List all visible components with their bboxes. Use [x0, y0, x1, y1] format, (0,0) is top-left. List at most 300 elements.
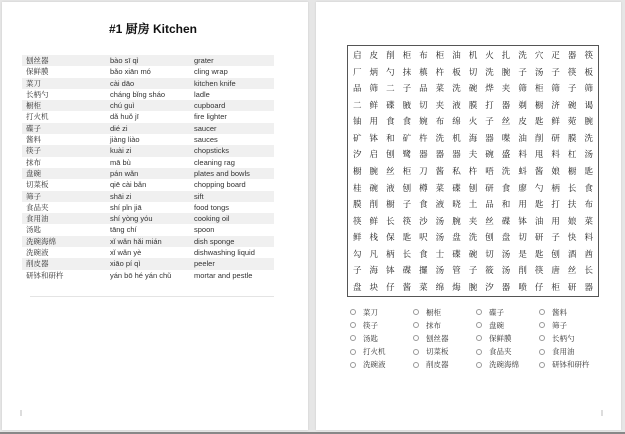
- grid-cell[interactable]: 布: [419, 51, 428, 62]
- grid-cell[interactable]: 油: [518, 133, 527, 144]
- grid-cell[interactable]: 布: [584, 200, 593, 211]
- checkbox-circle-icon[interactable]: [350, 322, 356, 328]
- grid-cell[interactable]: 子: [551, 233, 560, 244]
- grid-cell[interactable]: 沙: [419, 216, 428, 227]
- word-label: 刨丝器: [426, 333, 449, 343]
- grid-cell[interactable]: 柜: [402, 166, 412, 177]
- grid-cell[interactable]: 菜: [435, 183, 445, 194]
- english-cell: ladle: [190, 89, 274, 100]
- grid-cell[interactable]: 刨: [402, 183, 412, 194]
- grid-cell[interactable]: 腕: [468, 282, 478, 293]
- grid-cell[interactable]: 管: [452, 266, 461, 277]
- grid-cell[interactable]: 绵: [452, 117, 461, 128]
- grid-cell[interactable]: 子: [485, 117, 494, 128]
- checkbox-circle-icon[interactable]: [539, 362, 545, 368]
- grid-cell[interactable]: 切: [468, 67, 478, 78]
- grid-cell[interactable]: 谒: [584, 100, 593, 111]
- grid-cell[interactable]: 碗: [567, 100, 577, 111]
- table-row: [22, 213, 274, 224]
- grid-cell[interactable]: 子: [551, 67, 560, 78]
- grid-cell[interactable]: 甩: [534, 150, 544, 161]
- grid-cell[interactable]: 筛: [551, 84, 560, 95]
- grid-cell[interactable]: 汤: [534, 67, 544, 78]
- grid-cell[interactable]: 筷: [402, 216, 412, 227]
- word-label: 碟子: [489, 307, 504, 317]
- grid-cell[interactable]: 筱: [485, 266, 494, 277]
- grid-cell[interactable]: 火: [485, 51, 494, 62]
- table-row: [22, 270, 274, 292]
- word-list-item: [413, 319, 476, 331]
- grid-cell[interactable]: 削: [534, 133, 544, 144]
- word-list: [350, 306, 605, 371]
- grid-cell[interactable]: 长: [386, 216, 395, 227]
- grid-cell[interactable]: 钵: [369, 133, 379, 144]
- grid-cell[interactable]: 器: [452, 150, 461, 161]
- grid-cell[interactable]: 菀: [567, 117, 577, 128]
- grid-cell[interactable]: 用: [369, 117, 379, 128]
- checkbox-circle-icon[interactable]: [350, 362, 356, 368]
- checkbox-circle-icon[interactable]: [476, 362, 482, 368]
- grid-cell[interactable]: 酋: [584, 249, 593, 260]
- hanzi-cell: 抹布: [22, 157, 106, 168]
- pinyin-cell: xiāo pí qì: [106, 258, 190, 269]
- grid-cell[interactable]: 筛: [584, 84, 593, 95]
- grid-cell[interactable]: 削: [386, 51, 395, 62]
- grid-cell[interactable]: 晓: [452, 200, 461, 211]
- grid-cell[interactable]: 洗: [501, 166, 511, 177]
- grid-cell[interactable]: 汤: [435, 216, 445, 227]
- grid-cell[interactable]: 器: [567, 51, 577, 62]
- grid-cell[interactable]: 碗: [468, 84, 478, 95]
- grid-cell[interactable]: 鹭: [402, 150, 412, 161]
- grid-cell[interactable]: 炳: [369, 67, 379, 78]
- grid-cell[interactable]: 槙: [419, 67, 428, 78]
- checkbox-circle-icon[interactable]: [350, 309, 356, 315]
- grid-cell[interactable]: 器: [584, 282, 593, 293]
- hanzi-cell: 筷子: [22, 145, 106, 156]
- checkbox-circle-icon[interactable]: [539, 335, 545, 341]
- grid-cell[interactable]: 抹: [402, 67, 412, 78]
- grid-cell[interactable]: 樽: [419, 183, 428, 194]
- checkbox-circle-icon[interactable]: [539, 322, 545, 328]
- english-cell: cooking oil: [190, 213, 274, 224]
- grid-cell[interactable]: 研: [485, 183, 494, 194]
- grid-cell[interactable]: 筷: [353, 216, 362, 227]
- word-label: 橱柜: [426, 307, 441, 317]
- grid-cell[interactable]: 匙: [534, 249, 544, 260]
- grid-cell[interactable]: 汤: [435, 266, 445, 277]
- hanzi-cell: 食用油: [22, 213, 106, 224]
- word-list-item: [476, 319, 539, 331]
- grid-cell[interactable]: 勺: [534, 183, 544, 194]
- checkbox-circle-icon[interactable]: [350, 349, 356, 355]
- word-label: 食品夹: [489, 347, 512, 357]
- grid-cell[interactable]: 食: [402, 117, 412, 128]
- grid-cell[interactable]: 土: [468, 200, 478, 211]
- grid-cell[interactable]: 削: [518, 266, 527, 277]
- grid-cell[interactable]: 士: [435, 249, 445, 260]
- grid-cell[interactable]: 菜: [435, 84, 445, 95]
- grid-cell[interactable]: 品: [485, 200, 494, 211]
- grid-cell[interactable]: 碟: [452, 249, 461, 260]
- grid-cell[interactable]: 洗: [584, 133, 593, 144]
- grid-cell[interactable]: 子: [468, 266, 478, 277]
- grid-cell[interactable]: 丝: [485, 216, 494, 227]
- hanzi-cell: 打火机: [22, 111, 106, 122]
- grid-cell[interactable]: 碗: [369, 183, 379, 194]
- table-row: [22, 55, 274, 66]
- grid-cell[interactable]: 勾: [353, 249, 362, 260]
- hanzi-cell: 汤匙: [22, 224, 106, 235]
- pinyin-cell: qiē cài bǎn: [106, 179, 190, 190]
- grid-cell[interactable]: 菜: [584, 216, 593, 227]
- grid-cell[interactable]: 柜: [551, 282, 560, 293]
- word-label: 筷子: [363, 320, 378, 330]
- english-cell: dish sponge: [190, 236, 274, 247]
- grid-cell[interactable]: 筛: [369, 84, 379, 95]
- grid-cell[interactable]: 膜: [353, 200, 362, 211]
- grid-cell[interactable]: 匙: [534, 200, 544, 211]
- pinyin-cell: shí yòng yóu: [106, 213, 190, 224]
- grid-cell[interactable]: 子: [518, 67, 527, 78]
- grid-cell[interactable]: 洗: [435, 133, 445, 144]
- grid-cell[interactable]: 勺: [386, 67, 395, 78]
- word-list-item: [476, 346, 539, 358]
- grid-cell[interactable]: 研: [534, 233, 544, 244]
- grid-cell[interactable]: 布: [435, 117, 445, 128]
- grid-cell[interactable]: 筷: [584, 51, 593, 62]
- hanzi-cell: 碟子: [22, 123, 106, 134]
- grid-cell[interactable]: 机: [452, 133, 461, 144]
- grid-cell[interactable]: 栈: [369, 233, 379, 244]
- grid-cell[interactable]: 海: [468, 133, 478, 144]
- pinyin-cell: kuài zi: [106, 145, 190, 156]
- grid-cell[interactable]: 汤: [584, 150, 593, 161]
- grid-cell[interactable]: 橱: [567, 166, 577, 177]
- grid-cell[interactable]: 扎: [501, 51, 511, 62]
- grid-cell[interactable]: 扶: [567, 200, 577, 211]
- grid-cell[interactable]: 夹: [468, 216, 478, 227]
- grid-cell[interactable]: 绵: [435, 282, 445, 293]
- grid-cell[interactable]: 料: [551, 150, 560, 161]
- grid-cell[interactable]: 打: [551, 200, 560, 211]
- grid-cell[interactable]: 穴: [534, 51, 544, 62]
- table-row: [22, 202, 274, 213]
- grid-cell[interactable]: 娘: [567, 216, 577, 227]
- grid-cell[interactable]: 钵: [386, 266, 395, 277]
- grid-cell[interactable]: 盘: [353, 282, 362, 293]
- grid-cell[interactable]: 喷: [518, 282, 527, 293]
- grid-cell[interactable]: 汤: [435, 233, 445, 244]
- grid-cell[interactable]: 子: [353, 266, 362, 277]
- grid-cell[interactable]: 烨: [485, 84, 494, 95]
- table-row: [22, 179, 274, 190]
- grid-cell[interactable]: 厂: [353, 67, 362, 78]
- grid-cell[interactable]: 矿: [402, 133, 412, 144]
- grid-cell[interactable]: 剃: [518, 100, 527, 111]
- grid-cell[interactable]: 切: [518, 233, 527, 244]
- grid-cell[interactable]: 长: [584, 266, 593, 277]
- hanzi-cell: 研钵和研杵: [22, 270, 106, 292]
- hanzi-cell: 盘碗: [22, 168, 106, 179]
- grid-cell[interactable]: 器: [501, 282, 511, 293]
- table-row: [22, 111, 274, 122]
- grid-cell[interactable]: 杵: [468, 166, 478, 177]
- grid-cell[interactable]: 娘: [551, 166, 560, 177]
- grid-cell[interactable]: 筛: [518, 84, 527, 95]
- grid-cell[interactable]: 筷: [567, 67, 577, 78]
- grid-cell[interactable]: 火: [468, 117, 478, 128]
- grid-cell[interactable]: 料: [518, 150, 527, 161]
- hanzi-cell: 切菜板: [22, 179, 106, 190]
- grid-cell[interactable]: 洗: [518, 51, 527, 62]
- checkbox-circle-icon[interactable]: [413, 309, 419, 315]
- grid-cell[interactable]: 腕: [452, 216, 461, 227]
- grid-cell[interactable]: 刨: [551, 249, 560, 260]
- grid-cell[interactable]: 喋: [501, 133, 511, 144]
- grid-cell[interactable]: 橱: [534, 100, 544, 111]
- checkbox-circle-icon[interactable]: [476, 322, 482, 328]
- checkbox-circle-icon[interactable]: [476, 335, 482, 341]
- pinyin-cell: bào sī qì: [106, 55, 190, 66]
- grid-cell[interactable]: 用: [518, 200, 527, 211]
- word-label: 盘碗: [489, 320, 504, 330]
- grid-cell[interactable]: 刨: [485, 233, 494, 244]
- grid-cell[interactable]: 腕: [584, 117, 593, 128]
- checkbox-circle-icon[interactable]: [413, 349, 419, 355]
- pinyin-cell: yán bō hé yán chǔ: [106, 270, 190, 292]
- grid-cell[interactable]: 呎: [419, 233, 428, 244]
- grid-cell[interactable]: 食: [419, 249, 428, 260]
- grid-cell[interactable]: 鲜: [551, 117, 560, 128]
- grid-cell[interactable]: 济: [551, 100, 560, 111]
- grid-cell[interactable]: 汤: [501, 266, 511, 277]
- grid-cell[interactable]: 器: [501, 100, 511, 111]
- grid-cell[interactable]: 柄: [386, 249, 395, 260]
- grid-cell[interactable]: 钵: [518, 216, 527, 227]
- grid-cell[interactable]: 柄: [551, 183, 560, 194]
- grid-cell[interactable]: 杵: [419, 133, 428, 144]
- grid-cell[interactable]: 刀: [419, 166, 428, 177]
- grid-cell[interactable]: 块: [369, 282, 379, 293]
- grid-cell[interactable]: 汤: [501, 249, 511, 260]
- grid-cell[interactable]: 和: [501, 200, 511, 211]
- grid-cell[interactable]: 启: [369, 150, 379, 161]
- grid-cell[interactable]: 鲜: [369, 216, 379, 227]
- grid-cell[interactable]: 盘: [452, 233, 461, 244]
- grid-cell[interactable]: 器: [419, 150, 428, 161]
- english-cell: chopping board: [190, 179, 274, 190]
- checkbox-circle-icon[interactable]: [413, 362, 419, 368]
- grid-cell[interactable]: 碟: [501, 216, 511, 227]
- grid-cell[interactable]: 婉: [419, 117, 428, 128]
- grid-cell[interactable]: 长: [567, 183, 577, 194]
- grid-cell[interactable]: 食: [501, 183, 511, 194]
- grid-cell[interactable]: 柜: [402, 51, 412, 62]
- grid-cell[interactable]: 皮: [369, 51, 379, 62]
- table-row: [22, 78, 274, 89]
- grid-cell[interactable]: 料: [584, 233, 593, 244]
- grid-cell[interactable]: 和: [386, 133, 395, 144]
- word-list-item: [539, 319, 605, 331]
- grid-cell[interactable]: 削: [369, 200, 379, 211]
- grid-cell[interactable]: 子: [567, 84, 577, 95]
- grid-cell[interactable]: 器: [435, 150, 445, 161]
- grid-cell[interactable]: 油: [452, 51, 461, 62]
- grid-cell[interactable]: 研: [551, 133, 560, 144]
- grid-cell[interactable]: 橱: [386, 200, 395, 211]
- grid-cell[interactable]: 凡: [369, 249, 379, 260]
- grid-cell[interactable]: 盘: [501, 233, 511, 244]
- grid-cell[interactable]: 夹: [435, 100, 445, 111]
- grid-cell[interactable]: 膜: [567, 133, 577, 144]
- word-label: 酱料: [552, 307, 567, 317]
- word-list-item: [350, 306, 413, 318]
- grid-cell[interactable]: 腕: [369, 166, 379, 177]
- grid-cell[interactable]: 鲜: [353, 233, 362, 244]
- grid-cell[interactable]: 仔: [386, 282, 395, 293]
- grid-cell[interactable]: 柜: [534, 84, 544, 95]
- grid-cell[interactable]: 碗: [468, 249, 478, 260]
- grid-cell[interactable]: 筷: [534, 266, 544, 277]
- grid-cell[interactable]: 品: [353, 84, 362, 95]
- grid-cell[interactable]: 酱: [534, 166, 544, 177]
- english-cell: saucer: [190, 123, 274, 134]
- checkbox-circle-icon[interactable]: [539, 309, 545, 315]
- grid-cell[interactable]: 匙: [402, 233, 412, 244]
- grid-cell[interactable]: 酒: [567, 249, 577, 260]
- grid-cell[interactable]: 食: [584, 183, 593, 194]
- hanzi-cell: 削皮器: [22, 258, 106, 269]
- grid-cell[interactable]: 打: [485, 100, 494, 111]
- grid-cell[interactable]: 腋: [402, 100, 412, 111]
- grid-cell[interactable]: 矿: [353, 133, 362, 144]
- grid-cell[interactable]: 二: [386, 84, 395, 95]
- grid-cell[interactable]: 丝: [501, 117, 511, 128]
- grid-cell[interactable]: 丝: [567, 266, 577, 277]
- grid-cell[interactable]: 启: [353, 51, 362, 62]
- grid-cell[interactable]: 酱: [402, 282, 412, 293]
- grid-cell[interactable]: 夫: [468, 150, 478, 161]
- grid-cell[interactable]: 唐: [551, 266, 560, 277]
- grid-cell[interactable]: 疋: [551, 51, 560, 62]
- hanzi-cell: 洗碗液: [22, 247, 106, 258]
- grid-cell[interactable]: 刨: [468, 183, 478, 194]
- grid-cell[interactable]: 廖: [518, 183, 527, 194]
- grid-cell[interactable]: 夹: [501, 84, 511, 95]
- grid-cell[interactable]: 洗: [485, 67, 494, 78]
- grid-cell[interactable]: 杠: [567, 150, 577, 161]
- grid-cell[interactable]: 板: [452, 67, 461, 78]
- word-list-item: [413, 332, 476, 344]
- word-label: 长柄勺: [552, 333, 575, 343]
- grid-cell[interactable]: 汐: [485, 282, 494, 293]
- table-row: [22, 191, 274, 202]
- english-cell: sauces: [190, 134, 274, 145]
- grid-cell[interactable]: 匙: [584, 166, 593, 177]
- english-cell: fire lighter: [190, 111, 274, 122]
- grid-cell[interactable]: 盛: [501, 150, 511, 161]
- grid-cell[interactable]: 是: [518, 249, 527, 260]
- grid-cell[interactable]: 铀: [353, 117, 362, 128]
- grid-cell[interactable]: 丝: [386, 166, 395, 177]
- grid-cell[interactable]: 杵: [435, 67, 445, 78]
- grid-cell[interactable]: 皮: [518, 117, 527, 128]
- checkbox-circle-icon[interactable]: [476, 309, 482, 315]
- page-title: #1 厨房 Kitchen: [108, 22, 198, 36]
- grid-cell[interactable]: 腕: [501, 67, 511, 78]
- checkbox-circle-icon[interactable]: [476, 349, 482, 355]
- grid-cell[interactable]: 器: [485, 133, 494, 144]
- grid-cell[interactable]: 食: [386, 117, 395, 128]
- grid-cell[interactable]: 液: [435, 200, 445, 211]
- grid-cell[interactable]: 食: [419, 200, 428, 211]
- grid-cell[interactable]: 子: [402, 200, 412, 211]
- word-list-item: [413, 346, 476, 358]
- grid-cell[interactable]: 切: [485, 249, 494, 260]
- grid-cell[interactable]: 菜: [419, 282, 428, 293]
- grid-cell[interactable]: 长: [402, 249, 412, 260]
- grid-cell[interactable]: 子: [402, 84, 412, 95]
- word-list-item: [539, 359, 605, 371]
- grid-cell[interactable]: 保: [386, 233, 395, 244]
- grid-cell[interactable]: 膜: [468, 100, 478, 111]
- grid-cell[interactable]: 海: [369, 266, 379, 277]
- grid-cell[interactable]: 切: [419, 100, 428, 111]
- grid-cell[interactable]: 液: [386, 183, 395, 194]
- word-list-item: [539, 346, 605, 358]
- checkbox-circle-icon[interactable]: [413, 335, 419, 341]
- grid-cell[interactable]: 鲜: [369, 100, 379, 111]
- grid-cell[interactable]: 品: [419, 84, 428, 95]
- grid-cell[interactable]: 攞: [419, 266, 428, 277]
- grid-cell[interactable]: 刨: [386, 150, 395, 161]
- grid-cell[interactable]: 洗: [468, 233, 478, 244]
- word-label: 食用油: [552, 347, 575, 357]
- grid-cell[interactable]: 研: [567, 282, 577, 293]
- grid-cell[interactable]: 液: [452, 100, 461, 111]
- grid-cell[interactable]: 用: [551, 216, 560, 227]
- grid-cell[interactable]: 碟: [452, 183, 461, 194]
- grid-cell[interactable]: 汐: [353, 150, 362, 161]
- grid-cell[interactable]: 仔: [534, 282, 544, 293]
- grid-cell[interactable]: 桂: [353, 183, 362, 194]
- grid-cell[interactable]: 油: [534, 216, 544, 227]
- grid-cell[interactable]: 酱: [435, 166, 445, 177]
- pinyin-cell: jiàng liào: [106, 134, 190, 145]
- grid-cell[interactable]: 柜: [435, 51, 445, 62]
- grid-cell[interactable]: 碟: [386, 100, 395, 111]
- grid-cell[interactable]: 橱: [353, 166, 362, 177]
- grid-cell[interactable]: 板: [584, 67, 593, 78]
- grid-cell[interactable]: 私: [452, 166, 461, 177]
- grid-cell[interactable]: 烸: [452, 282, 461, 293]
- grid-cell[interactable]: 蚪: [518, 166, 527, 177]
- grid-cell[interactable]: 二: [353, 100, 362, 111]
- word-list-item: [539, 332, 605, 344]
- grid-cell[interactable]: 匙: [534, 117, 544, 128]
- grid-cell[interactable]: 碟: [402, 266, 412, 277]
- checkbox-circle-icon[interactable]: [350, 335, 356, 341]
- grid-cell[interactable]: 碗: [485, 150, 494, 161]
- checkbox-circle-icon[interactable]: [539, 349, 545, 355]
- grid-cell[interactable]: 洗: [452, 84, 461, 95]
- table-row: [22, 145, 274, 156]
- grid-cell[interactable]: 机: [468, 51, 478, 62]
- checkbox-circle-icon[interactable]: [413, 322, 419, 328]
- grid-cell[interactable]: 快: [567, 233, 577, 244]
- grid-cell[interactable]: 唔: [485, 166, 494, 177]
